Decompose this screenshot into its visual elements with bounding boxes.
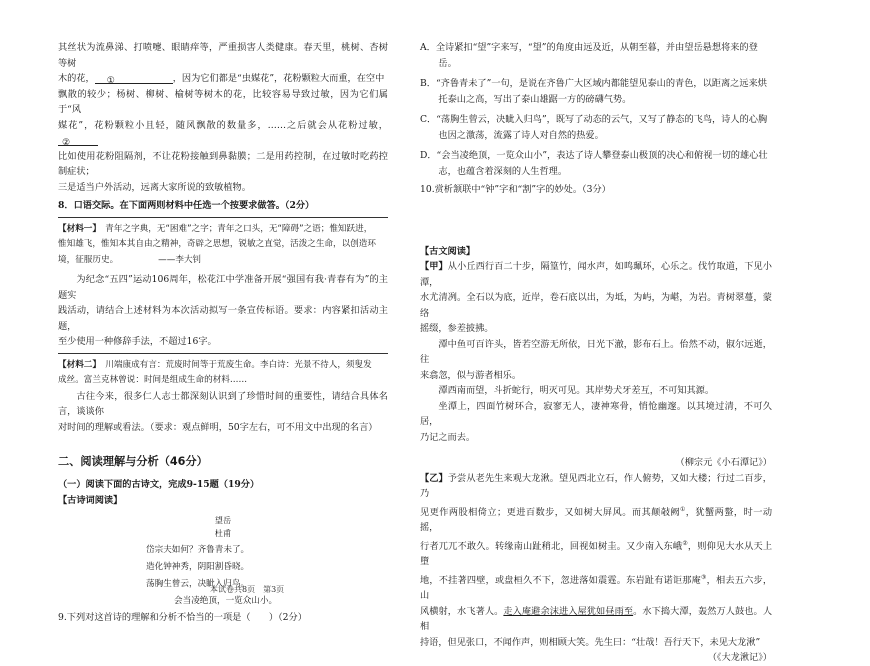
divider <box>58 217 388 218</box>
poem-line: 造化钟神秀，阴阳割昏晓。 <box>146 562 250 572</box>
material-1-task: 为纪念“五四”运动106周年，松花江中学准备开展“强国有我·青春有为”的主题实 <box>58 274 388 301</box>
passage-a-line <box>420 259 772 290</box>
material-1-author: ——李大钊 <box>158 254 202 265</box>
poem-line: 荡胸生曾云，决眦入归鸟。 <box>146 579 250 589</box>
poem-line: 岱宗夫如何？齐鲁青未了。 <box>146 545 250 555</box>
blank-marker: ① <box>106 75 115 86</box>
text-fragment: 予尝从老先生来观大龙湫。望见西北立石，作人俯势，又如大楼；行过二百步，乃 <box>420 472 772 499</box>
underlined-sentence: 走入庵避余沫进入屋犹如昼雨至 <box>503 605 634 617</box>
subsection-heading: （一）阅读下面的古诗文，完成9-15题（19分） <box>58 479 260 490</box>
text-fragment: 从小丘西行百二十步，隔篁竹，闻水声，如鸣珮环，心乐之。伐竹取道，下见小潭， <box>420 261 772 288</box>
poem-author: 杜甫 <box>214 528 232 538</box>
passage-b-line <box>420 570 772 604</box>
poem-body <box>58 542 388 610</box>
passage-a-line: 水尤清冽。全石以为底，近岸，卷石底以出，为坻，为屿，为嵁，为岩。青树翠蔓，蒙络 <box>420 292 772 319</box>
passage-a-line: 来翕忽，似与游者相乐。 <box>420 369 522 381</box>
material-1-line <box>58 253 388 269</box>
option-b: 托泰山之高，写出了泰山雄踞一方的磅礴气势。 <box>438 93 632 105</box>
option-c: 也因之激荡，流露了诗人对自然的热爱。 <box>438 129 604 141</box>
para1-line: 其丝状为流鼻涕、打喷嚏、眼睛痒等，严重损害人类健康。春天里，桃树、杏树等树 <box>58 42 388 69</box>
text-fragment: ，则仰见大水从天上墮 <box>420 540 773 568</box>
footnote-marker: ② <box>682 539 688 547</box>
passage-a-line: 坐潭上，四面竹树环合，寂寥无人，凄神寒骨，悄怆幽邃。以其境过清，不可久居， <box>420 400 772 427</box>
option-a: A．全诗紧扣“望”字来写，“望”的角度由远及近，从朝至暮，并由望岳悬想将来的登 <box>420 42 758 53</box>
option-a: 岳。 <box>438 57 457 69</box>
material-1-task: 践活动，请结合上述材料为本次活动拟写一条宣传标语。要求：内容紧扣活动主题， <box>58 305 388 332</box>
answer-blank[interactable] <box>95 73 173 84</box>
material-2-task: 古往今来，很多仁人志士都深刻认识到了珍惜时间的重要性，请结合具体名言，谈谈你 <box>58 390 388 417</box>
answer-space[interactable] <box>420 198 772 244</box>
para1-line <box>58 71 388 87</box>
option-d: D．“会当凌绝顶，一览众山小”，表达了诗人攀登泰山极顶的决心和俯视一切的雄心壮 <box>420 150 768 161</box>
text-fragment: ，因为它们都是“虫媒花”，花粉颗粒大而重，在空中 <box>172 73 385 84</box>
text-fragment: ，相去五六步，山 <box>420 574 773 602</box>
text-fragment: 木的花， <box>58 73 95 84</box>
text-fragment: 见更作两股相倚立；更进百数步，又如树大屏风。而其颠敧阙 <box>420 506 680 518</box>
material-2-line: 成丝。富兰克林曾说：时间是组成生命的材料…… <box>58 375 248 385</box>
text-fragment: 。水下捣大潭，轰然万人鼓也。人相 <box>420 605 773 633</box>
poem-line: 会当凌绝顶，一览众山小。 <box>174 596 278 606</box>
text-fragment: 地，不挂著四壁，或盘桓久不下，忽进落如震霆。东岩趾有诺讵那庵 <box>420 574 702 586</box>
para1-line: 飘散的较少；杨树、柳树、榆树等树木的花，比较容易导致过敏，因为它们属于“风 <box>58 88 388 115</box>
passage-a-line: 摇缀，参差披拂。 <box>420 323 494 334</box>
passage-b-line <box>420 502 772 536</box>
text-fragment: ，犹蟹两螯，时一动摇， <box>420 506 773 534</box>
blank-marker: ② <box>62 137 71 148</box>
question-10: 10.赏析颔联中“钟”字和“割”字的妙处。（3分） <box>420 184 611 195</box>
material-1-task: 至少使用一种修辞手法，不超过16字。 <box>58 336 217 347</box>
footnote-marker: ③ <box>701 573 707 581</box>
footnote-marker: ① <box>679 505 686 513</box>
page-footer: 本试卷共8页 第3页 <box>210 585 285 594</box>
text-fragment: 境，征服历史。 <box>58 254 119 265</box>
poem-title: 望岳 <box>214 515 232 525</box>
passage-b-line <box>420 604 772 635</box>
section-heading: 二、阅读理解与分析（46分） <box>58 455 208 468</box>
passage-a-line: 潭中鱼可百许头，皆若空游无所依，日光下澈，影布石上。佁然不动，俶尔远逝，往 <box>420 338 772 365</box>
question-8: 8．口语交际。在下面两则材料中任选一个按要求做答。（2分） <box>58 200 315 211</box>
para1-line: 比如使用花粉阻隔剂，不让花粉接触到鼻黏膜；二是用药控制，在过敏时吃药控制症状； <box>58 150 388 177</box>
material-1-label: 【材料一】 <box>58 223 97 234</box>
material-1-line: 惟知雄飞，惟知本其自由之精神，奇辟之思想，锐敏之直觉，活泼之生命，以创造环 <box>58 239 376 249</box>
classical-tag: 【古文阅读】 <box>420 245 476 257</box>
passage-b-source: （《大龙湫记》） <box>707 652 772 664</box>
passage-a-line: 乃记之而去。 <box>420 431 476 443</box>
material-2-label: 【材料二】 <box>58 359 97 370</box>
option-d: 志，也蕴含着深刻的人生哲理。 <box>438 165 568 177</box>
text-fragment: 青年之字典，无“困难”之字；青年之口头，无“障碍”之语；惟知跃进， <box>105 223 373 234</box>
passage-b-line <box>420 471 772 502</box>
passage-b-label: 【乙】 <box>420 472 448 484</box>
material-2-line <box>58 358 388 374</box>
passage-b-line <box>420 536 772 570</box>
subsection-tag: 【古诗词阅读】 <box>58 494 123 506</box>
left-column <box>58 40 388 626</box>
question-9: 9.下列对这首诗的理解和分析不恰当的一项是（ ）（2分） <box>58 612 307 623</box>
passage-a-source: （柳宗元《小石潭记》） <box>675 457 772 468</box>
passage-a-label: 【甲】 <box>420 261 448 272</box>
divider <box>58 353 388 354</box>
material-1-line <box>58 222 388 238</box>
answer-blank[interactable] <box>58 135 98 146</box>
text-fragment: 川端康成有言：荒废时间等于荒废生命。李白诗：光景不待人，须叟发 <box>105 359 372 370</box>
right-column <box>420 40 772 666</box>
option-b: B．“齐鲁青未了”一句，是说在齐鲁广大区域内都能望见泰山的青色，以距离之远来烘 <box>420 78 767 89</box>
text-fragment: 媒花”，花粉颗粒小且轻，随风飘散的数量多，……之后就会从花粉过敏， <box>58 119 388 131</box>
option-c: C．“荡胸生曾云，决眦入归鸟”，既写了动态的云气，又写了静态的飞鸟，诗人的心胸 <box>420 114 768 125</box>
para1-line <box>58 118 388 149</box>
passage-a-line: 潭西南而望，斗折蛇行，明灭可见。其岸势犬牙差互，不可知其源。 <box>438 385 715 396</box>
text-fragment: 行者兀兀不敢久。转缘南山趾稍北，回视如树圭。又少南入东峨 <box>420 540 683 552</box>
passage-b-line: 持语，但见张口，不闻作声，则相顾大笑。先生曰：“壮哉！吾行天下，未见大龙湫” <box>420 636 761 648</box>
text-fragment: 风横射，水飞著人。 <box>420 605 504 617</box>
para1-line: 三是适当户外活动，远离大家所说的致敏植物。 <box>58 181 251 193</box>
material-2-task: 对时间的理解或看法。（要求：观点鲜明，50字左右，可不用文中出现的名言） <box>58 421 378 433</box>
